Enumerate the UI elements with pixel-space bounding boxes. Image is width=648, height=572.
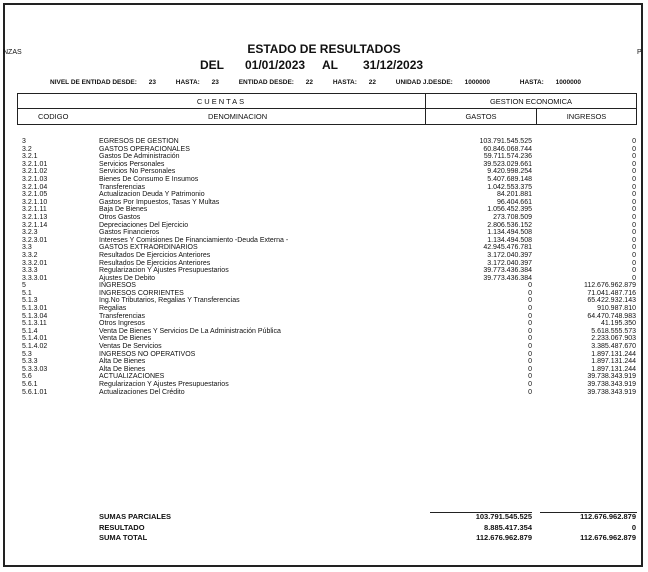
table-row	[0, 138, 648, 146]
ingresos-value: 39.738.343.919	[587, 381, 636, 388]
account-name: Gastos Financieros	[99, 229, 160, 237]
ingresos-value: 0	[632, 244, 636, 252]
account-name: Actualizacion Deuda Y Patrimonio	[99, 191, 205, 199]
ingresos-value: 39.738.343.919	[587, 388, 636, 396]
account-name: Venta De Bienes Y Servicios De La Administración Pública	[99, 327, 281, 335]
gastos-value: 1.056.452.395	[487, 206, 532, 214]
account-name: INGRESOS	[99, 282, 136, 290]
account-code: 5.3.3	[22, 358, 38, 366]
account-name: EGRESOS DE GESTION	[99, 138, 179, 145]
account-code: 3.2.1.02	[22, 168, 48, 176]
total-ingresos: 112.676.962.879	[580, 512, 636, 521]
ingresos-value: 41.195.350	[600, 320, 636, 328]
account-code: 3.3.3	[22, 267, 38, 275]
ingresos-value: 0	[632, 274, 636, 282]
header-codigo: CODIGO	[38, 112, 69, 121]
ingresos-value: 1.897.131.244	[591, 350, 636, 358]
gastos-value: 0	[528, 289, 532, 297]
ingresos-value: 0	[632, 259, 636, 267]
table-row	[0, 237, 648, 245]
gastos-value: 60.846.068.744	[483, 145, 532, 153]
table-row	[0, 366, 648, 374]
table-row	[0, 252, 648, 260]
account-name: Transferencias	[99, 312, 146, 320]
total-label: SUMAS PARCIALES	[99, 512, 171, 521]
account-code: 3.2.1.13	[22, 213, 48, 221]
account-name: Actualizaciones Del Crédito	[99, 388, 185, 396]
date-to: 31/12/2023	[363, 58, 424, 72]
unidad-label: UNIDAD J.DESDE:	[395, 79, 453, 86]
header-gestion-economica: GESTION ECONOMICA	[489, 97, 573, 106]
account-code: 3.2.1.03	[22, 175, 48, 183]
total-gastos: 8.885.417.354	[484, 522, 532, 532]
account-code: 3.2.3	[22, 229, 38, 237]
account-code: 5.1.4.01	[22, 335, 48, 343]
ingresos-value: 3.385.487.670	[591, 343, 636, 351]
unidad-hasta: 1000000	[555, 79, 581, 86]
account-name: GASTOS OPERACIONALES	[99, 145, 190, 153]
account-name: Alta De Bienes	[99, 358, 146, 366]
ingresos-value: 0	[632, 160, 636, 168]
table-row	[0, 191, 648, 199]
nivel-hasta: 23	[211, 79, 219, 86]
gastos-value: 0	[528, 388, 532, 396]
ingresos-value: 71.041.487.716	[587, 289, 636, 297]
account-code: 5.6.1.01	[22, 388, 48, 396]
table-row	[0, 389, 648, 397]
account-code: 3.3	[22, 244, 32, 252]
account-code: 3.3.2.01	[22, 259, 48, 267]
ingresos-value: 0	[632, 206, 636, 214]
gastos-value: 2.806.536.152	[487, 221, 532, 229]
table-row	[0, 381, 648, 389]
date-from: 01/01/2023	[245, 58, 306, 72]
ingresos-value: 0	[632, 236, 636, 244]
totals-row	[0, 512, 648, 523]
table-row	[0, 184, 648, 192]
header-denominacion: DENOMINACION	[208, 112, 268, 121]
ingresos-value: 0	[632, 229, 636, 237]
account-name: Gastos De Administración	[99, 153, 180, 161]
report-parameters	[50, 79, 591, 86]
ingresos-value: 0	[632, 138, 636, 145]
account-code: 5.3.3.03	[22, 365, 48, 373]
ingresos-value: 0	[632, 183, 636, 191]
gastos-value: 3.172.040.397	[487, 251, 532, 259]
table-row	[0, 328, 648, 336]
account-code: 5.1.3.11	[22, 320, 47, 328]
gastos-value: 0	[528, 343, 532, 351]
account-name: Transferencias	[99, 183, 146, 191]
totals-section	[0, 512, 648, 544]
ingresos-value: 0	[632, 145, 636, 153]
account-name: ACTUALIZACIONES	[99, 373, 165, 381]
account-name: Ajustes De Debito	[99, 274, 156, 282]
table-header	[17, 93, 637, 125]
account-name: Gastos Por Impuestos, Tasas Y Multas	[99, 198, 220, 206]
account-name: Servicios Personales	[99, 160, 165, 168]
account-code: 3	[22, 138, 26, 145]
table-row	[0, 275, 648, 283]
ingresos-value: 0	[632, 153, 636, 161]
ingresos-value: 5.618.555.573	[591, 327, 636, 335]
ingresos-value: 0	[632, 213, 636, 221]
entidad-label: ENTIDAD DESDE:	[238, 79, 294, 86]
ingresos-value: 0	[632, 267, 636, 275]
gastos-value: 84.201.881	[496, 191, 532, 199]
totals-row	[0, 523, 648, 534]
account-name: Ventas De Servicios	[99, 343, 162, 351]
gastos-value: 5.407.689.148	[487, 175, 532, 183]
table-row	[0, 297, 648, 305]
ingresos-value: 39.738.343.919	[587, 373, 636, 381]
gastos-value: 59.711.574.236	[483, 153, 532, 161]
table-row	[0, 313, 648, 321]
account-code: 5.1.4	[22, 327, 38, 335]
account-name: GASTOS EXTRAORDINARIOS	[99, 244, 198, 252]
account-code: 5.3	[22, 350, 32, 358]
account-name: Alta De Bienes	[99, 365, 146, 373]
account-name: Bienes De Consumo E Insumos	[99, 175, 199, 183]
gastos-value: 1.134.494.508	[487, 229, 532, 237]
nivel-desde: 23	[148, 79, 156, 86]
account-name: Regularizacion Y Ajustes Presupuestarios	[99, 267, 229, 275]
ingresos-value: 64.470.748.983	[587, 312, 636, 320]
clipped-text-right: P	[637, 49, 642, 56]
table-row	[0, 260, 648, 268]
account-name: Venta De Bienes	[99, 335, 152, 343]
gastos-value: 0	[528, 350, 532, 358]
account-code: 5.1.3.04	[22, 312, 48, 320]
gastos-value: 0	[528, 365, 532, 373]
account-code: 3.3.2	[22, 251, 38, 259]
ingresos-value: 0	[632, 251, 636, 259]
total-ingresos: 112.676.962.879	[580, 533, 636, 542]
account-code: 3.2.1.11	[22, 206, 47, 214]
table-row	[0, 199, 648, 207]
unidad-desde: 1000000	[464, 79, 490, 86]
ingresos-value: 0	[632, 198, 636, 206]
account-name: Baja De Bienes	[99, 206, 148, 214]
gastos-value: 0	[528, 335, 532, 343]
gastos-value: 0	[528, 358, 532, 366]
gastos-value: 0	[528, 282, 532, 290]
gastos-value: 96.404.661	[496, 198, 532, 206]
header-gastos: GASTOS	[465, 112, 497, 121]
entidad-desde: 22	[305, 79, 314, 86]
table-row	[0, 351, 648, 359]
gastos-value: 273.708.509	[493, 213, 532, 221]
account-name: Regalias	[99, 305, 127, 313]
table-row	[0, 267, 648, 275]
gastos-value: 39.523.029.661	[483, 160, 532, 168]
table-row	[0, 358, 648, 366]
account-code: 3.2.1.10	[22, 198, 48, 206]
ingresos-value: 65.422.932.143	[587, 297, 636, 305]
ingresos-value: 1.897.131.244	[591, 365, 636, 373]
account-code: 3.2	[22, 145, 32, 153]
table-row	[0, 206, 648, 214]
account-code: 5.1	[22, 289, 32, 297]
nivel-label: NIVEL DE ENTIDAD DESDE:	[50, 79, 137, 86]
gastos-value: 39.773.436.384	[483, 267, 532, 275]
gastos-value: 9.420.998.254	[487, 168, 532, 176]
header-divider	[18, 108, 636, 109]
total-ingresos: 0	[631, 522, 636, 532]
gastos-value: 0	[528, 327, 532, 335]
table-row	[0, 153, 648, 161]
table-row	[0, 373, 648, 381]
total-gastos: 103.791.545.525	[475, 512, 532, 521]
table-row	[0, 343, 648, 351]
account-name: Resultados De Ejercicios Anteriores	[99, 259, 211, 267]
account-rows	[0, 138, 648, 396]
gastos-value: 1.134.494.508	[487, 236, 532, 244]
ingresos-value: 0	[632, 168, 636, 176]
account-code: 3.2.1.05	[22, 191, 48, 199]
gastos-value: 0	[528, 305, 532, 313]
entidad-hasta: 22	[368, 79, 376, 86]
gastos-value: 1.042.553.375	[487, 183, 532, 191]
total-label: SUMA TOTAL	[99, 533, 148, 542]
account-code: 5.1.4.02	[22, 343, 48, 351]
total-gastos: 112.676.962.879	[476, 533, 532, 542]
gastos-value: 0	[528, 312, 532, 320]
gastos-value: 42.945.476.781	[483, 244, 532, 252]
table-row	[0, 282, 648, 290]
ingresos-value: 910.987.810	[597, 305, 636, 313]
gastos-value: 0	[528, 373, 532, 381]
table-row	[0, 161, 648, 169]
account-code: 5	[22, 282, 26, 290]
ingresos-value: 0	[632, 175, 636, 183]
hasta-label-2: HASTA:	[332, 79, 357, 86]
account-name: Ing.No Tributarios, Regalias Y Transferencias	[99, 297, 240, 305]
account-name: Servicios No Personales	[99, 168, 176, 176]
account-name: Resultados De Ejercicios Anteriores	[99, 251, 211, 259]
al-label: AL	[322, 58, 338, 72]
table-row	[0, 168, 648, 176]
account-code: 5.6	[22, 373, 32, 381]
gastos-value: 0	[528, 297, 532, 305]
totals-row	[0, 533, 648, 544]
table-row	[0, 320, 648, 328]
account-name: Depreciaciones Del Ejercicio	[99, 221, 189, 229]
account-code: 5.6.1	[22, 381, 38, 388]
account-code: 5.1.3	[22, 297, 38, 305]
table-row	[0, 176, 648, 184]
account-code: 3.3.3.01	[22, 274, 48, 282]
ingresos-value: 0	[632, 191, 636, 199]
table-row	[0, 222, 648, 230]
gastos-value: 103.791.545.525	[479, 138, 532, 145]
account-name: Regularizacion Y Ajustes Presupuestarios	[99, 381, 229, 388]
ingresos-value: 0	[632, 221, 636, 229]
table-row	[0, 335, 648, 343]
account-name: INGRESOS CORRIENTES	[99, 289, 184, 297]
report-title: ESTADO DE RESULTADOS	[247, 42, 401, 56]
account-name: Otros Gastos	[99, 213, 141, 221]
hasta-label-1: HASTA:	[175, 79, 200, 86]
table-row	[0, 305, 648, 313]
total-label: RESULTADO	[99, 522, 145, 532]
gastos-value: 0	[528, 381, 532, 388]
table-row	[0, 229, 648, 237]
table-row	[0, 146, 648, 154]
clipped-text-left: NZAS	[3, 49, 22, 56]
table-row	[0, 214, 648, 222]
account-name: Otros Ingresos	[99, 320, 145, 328]
account-code: 3.2.3.01	[22, 236, 48, 244]
hasta-label-3: HASTA:	[519, 79, 544, 86]
table-row	[0, 290, 648, 298]
ingresos-value: 1.897.131.244	[591, 358, 636, 366]
header-cuentas: CUENTAS	[196, 97, 247, 106]
account-name: INGRESOS NO OPERATIVOS	[99, 350, 196, 358]
gastos-value: 0	[528, 320, 532, 328]
ingresos-value: 112.676.962.879	[583, 282, 636, 290]
header-ingresos: INGRESOS	[566, 112, 607, 121]
ingresos-value: 2.233.067.903	[591, 335, 636, 343]
account-code: 3.2.1.01	[22, 160, 48, 168]
del-label: DEL	[200, 58, 224, 72]
account-code: 3.2.1.14	[22, 221, 48, 229]
account-code: 3.2.1.04	[22, 183, 48, 191]
gastos-value: 39.773.436.384	[483, 274, 532, 282]
table-row	[0, 244, 648, 252]
gastos-value: 3.172.040.397	[487, 259, 532, 267]
account-name: Intereses Y Comisiones De Financiamiento -Deuda Externa -	[99, 236, 289, 244]
account-code: 5.1.3.01	[22, 305, 48, 313]
account-code: 3.2.1	[22, 153, 38, 161]
